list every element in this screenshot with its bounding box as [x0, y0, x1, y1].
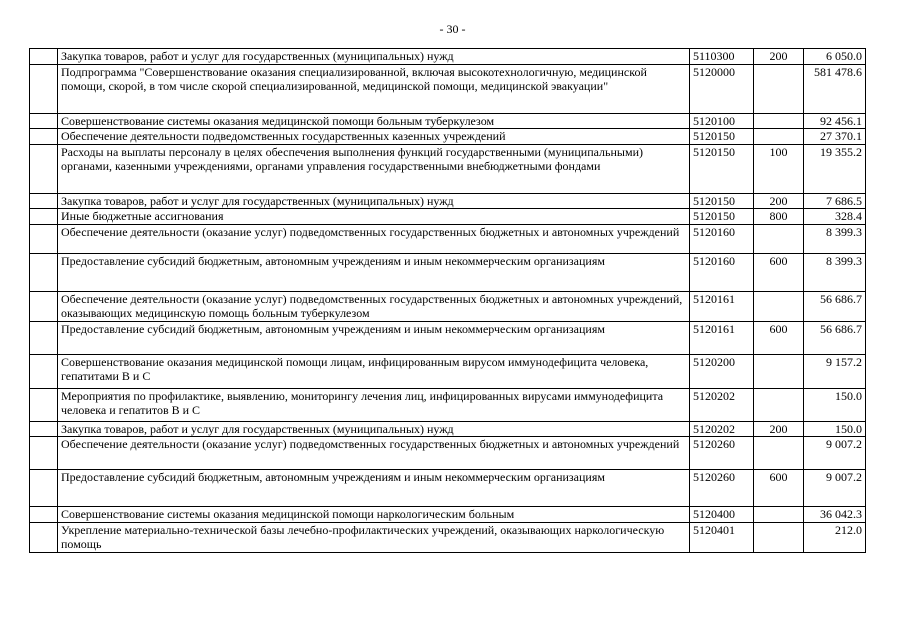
- budget-table-body: [30, 49, 866, 553]
- amount-cell: 56 686.7: [804, 291, 866, 321]
- expense-name-cell: Предоставление субсидий бюджетным, автономным учреждениям и иным некоммерческим организациям: [58, 253, 690, 291]
- expense-name-cell: Предоставление субсидий бюджетным, автономным учреждениям и иным некоммерческим организациям: [58, 470, 690, 507]
- amount-cell: 19 355.2: [804, 144, 866, 193]
- expense-type-cell: 100: [754, 144, 804, 193]
- table-row: [30, 321, 866, 354]
- expense-type-cell: 200: [754, 421, 804, 437]
- target-code-cell: 5120161: [690, 321, 754, 354]
- amount-cell: 9 157.2: [804, 354, 866, 388]
- amount-cell: 9 007.2: [804, 437, 866, 470]
- expense-type-cell: [754, 224, 804, 253]
- expense-type-cell: [754, 507, 804, 523]
- expense-name-cell: Совершенствование оказания медицинской помощи лицам, инфицированным вирусом иммунодефицита человека, гепатитами B и C: [58, 354, 690, 388]
- amount-cell: 56 686.7: [804, 321, 866, 354]
- blank-cell: [30, 253, 58, 291]
- table-row: [30, 470, 866, 507]
- expense-name-cell: Обеспечение деятельности (оказание услуг) подведомственных государственных бюджетных и автономных учреждений: [58, 224, 690, 253]
- target-code-cell: 5120150: [690, 129, 754, 145]
- expense-name-cell: Предоставление субсидий бюджетным, автономным учреждениям и иным некоммерческим организациям: [58, 321, 690, 354]
- amount-cell: 9 007.2: [804, 470, 866, 507]
- table-row: [30, 64, 866, 113]
- table-row: [30, 522, 866, 552]
- table-row: [30, 253, 866, 291]
- table-row: [30, 49, 866, 65]
- amount-cell: 92 456.1: [804, 113, 866, 129]
- blank-cell: [30, 388, 58, 421]
- expense-type-cell: [754, 129, 804, 145]
- expense-name-cell: Совершенствование системы оказания медицинской помощи больным туберкулезом: [58, 113, 690, 129]
- expense-type-cell: 600: [754, 321, 804, 354]
- budget-table: [29, 48, 866, 553]
- expense-name-cell: Подпрограмма "Совершенствование оказания специализированной, включая высокотехнологичную, медицинской помощи, скорой, в том числе скорой специализированной, медицинской помощи, медицинской эвакуации": [58, 64, 690, 113]
- blank-cell: [30, 507, 58, 523]
- expense-name-cell: Укрепление материально-технической базы лечебно-профилактических учреждений, оказывающих наркологическую помощь: [58, 522, 690, 552]
- blank-cell: [30, 224, 58, 253]
- expense-type-cell: [754, 113, 804, 129]
- amount-cell: 27 370.1: [804, 129, 866, 145]
- amount-cell: 212.0: [804, 522, 866, 552]
- expense-type-cell: 800: [754, 209, 804, 225]
- amount-cell: 150.0: [804, 421, 866, 437]
- target-code-cell: 5120260: [690, 470, 754, 507]
- target-code-cell: 5120000: [690, 64, 754, 113]
- target-code-cell: 5120160: [690, 224, 754, 253]
- blank-cell: [30, 291, 58, 321]
- blank-cell: [30, 522, 58, 552]
- amount-cell: 150.0: [804, 388, 866, 421]
- amount-cell: 8 399.3: [804, 224, 866, 253]
- table-row: [30, 144, 866, 193]
- target-code-cell: 5120100: [690, 113, 754, 129]
- table-row: [30, 113, 866, 129]
- expense-name-cell: Обеспечение деятельности (оказание услуг) подведомственных государственных бюджетных и автономных учреждений, оказывающих медицинскую помощь больным туберкулезом: [58, 291, 690, 321]
- table-row: [30, 129, 866, 145]
- table-row: [30, 388, 866, 421]
- target-code-cell: 5120400: [690, 507, 754, 523]
- blank-cell: [30, 421, 58, 437]
- amount-cell: 36 042.3: [804, 507, 866, 523]
- blank-cell: [30, 193, 58, 209]
- expense-type-cell: [754, 354, 804, 388]
- expense-name-cell: Закупка товаров, работ и услуг для государственных (муниципальных) нужд: [58, 421, 690, 437]
- expense-name-cell: Обеспечение деятельности подведомственных государственных казенных учреждений: [58, 129, 690, 145]
- expense-type-cell: [754, 437, 804, 470]
- expense-type-cell: [754, 291, 804, 321]
- blank-cell: [30, 354, 58, 388]
- expense-name-cell: Закупка товаров, работ и услуг для государственных (муниципальных) нужд: [58, 193, 690, 209]
- blank-cell: [30, 437, 58, 470]
- expense-name-cell: Обеспечение деятельности (оказание услуг) подведомственных государственных бюджетных и автономных учреждений: [58, 437, 690, 470]
- blank-cell: [30, 209, 58, 225]
- target-code-cell: 5120260: [690, 437, 754, 470]
- blank-cell: [30, 113, 58, 129]
- expense-name-cell: Совершенствование системы оказания медицинской помощи наркологическим больным: [58, 507, 690, 523]
- expense-type-cell: 200: [754, 49, 804, 65]
- expense-name-cell: Расходы на выплаты персоналу в целях обеспечения выполнения функций государственными (муниципальными) органами, казенными учреждениями, органами управления государственными внебюджетными фондами: [58, 144, 690, 193]
- table-row: [30, 193, 866, 209]
- expense-type-cell: 600: [754, 253, 804, 291]
- expense-name-cell: Закупка товаров, работ и услуг для государственных (муниципальных) нужд: [58, 49, 690, 65]
- expense-type-cell: [754, 64, 804, 113]
- target-code-cell: 5120200: [690, 354, 754, 388]
- amount-cell: 328.4: [804, 209, 866, 225]
- target-code-cell: 5110300: [690, 49, 754, 65]
- expense-name-cell: Иные бюджетные ассигнования: [58, 209, 690, 225]
- expense-type-cell: 200: [754, 193, 804, 209]
- blank-cell: [30, 49, 58, 65]
- target-code-cell: 5120150: [690, 209, 754, 225]
- target-code-cell: 5120150: [690, 193, 754, 209]
- amount-cell: 8 399.3: [804, 253, 866, 291]
- amount-cell: 581 478.6: [804, 64, 866, 113]
- amount-cell: 7 686.5: [804, 193, 866, 209]
- blank-cell: [30, 321, 58, 354]
- table-row: [30, 354, 866, 388]
- target-code-cell: 5120202: [690, 421, 754, 437]
- blank-cell: [30, 470, 58, 507]
- table-row: [30, 224, 866, 253]
- target-code-cell: 5120161: [690, 291, 754, 321]
- amount-cell: 6 050.0: [804, 49, 866, 65]
- table-row: [30, 437, 866, 470]
- expense-type-cell: 600: [754, 470, 804, 507]
- table-row: [30, 507, 866, 523]
- blank-cell: [30, 144, 58, 193]
- expense-type-cell: [754, 522, 804, 552]
- blank-cell: [30, 64, 58, 113]
- target-code-cell: 5120202: [690, 388, 754, 421]
- expense-type-cell: [754, 388, 804, 421]
- expense-name-cell: Мероприятия по профилактике, выявлению, мониторингу лечения лиц, инфицированных вирусами иммунодефицита человека и гепатитов B и C: [58, 388, 690, 421]
- blank-cell: [30, 129, 58, 145]
- target-code-cell: 5120150: [690, 144, 754, 193]
- target-code-cell: 5120160: [690, 253, 754, 291]
- table-row: [30, 209, 866, 225]
- table-row: [30, 421, 866, 437]
- table-row: [30, 291, 866, 321]
- target-code-cell: 5120401: [690, 522, 754, 552]
- page-number: - 30 -: [439, 22, 466, 36]
